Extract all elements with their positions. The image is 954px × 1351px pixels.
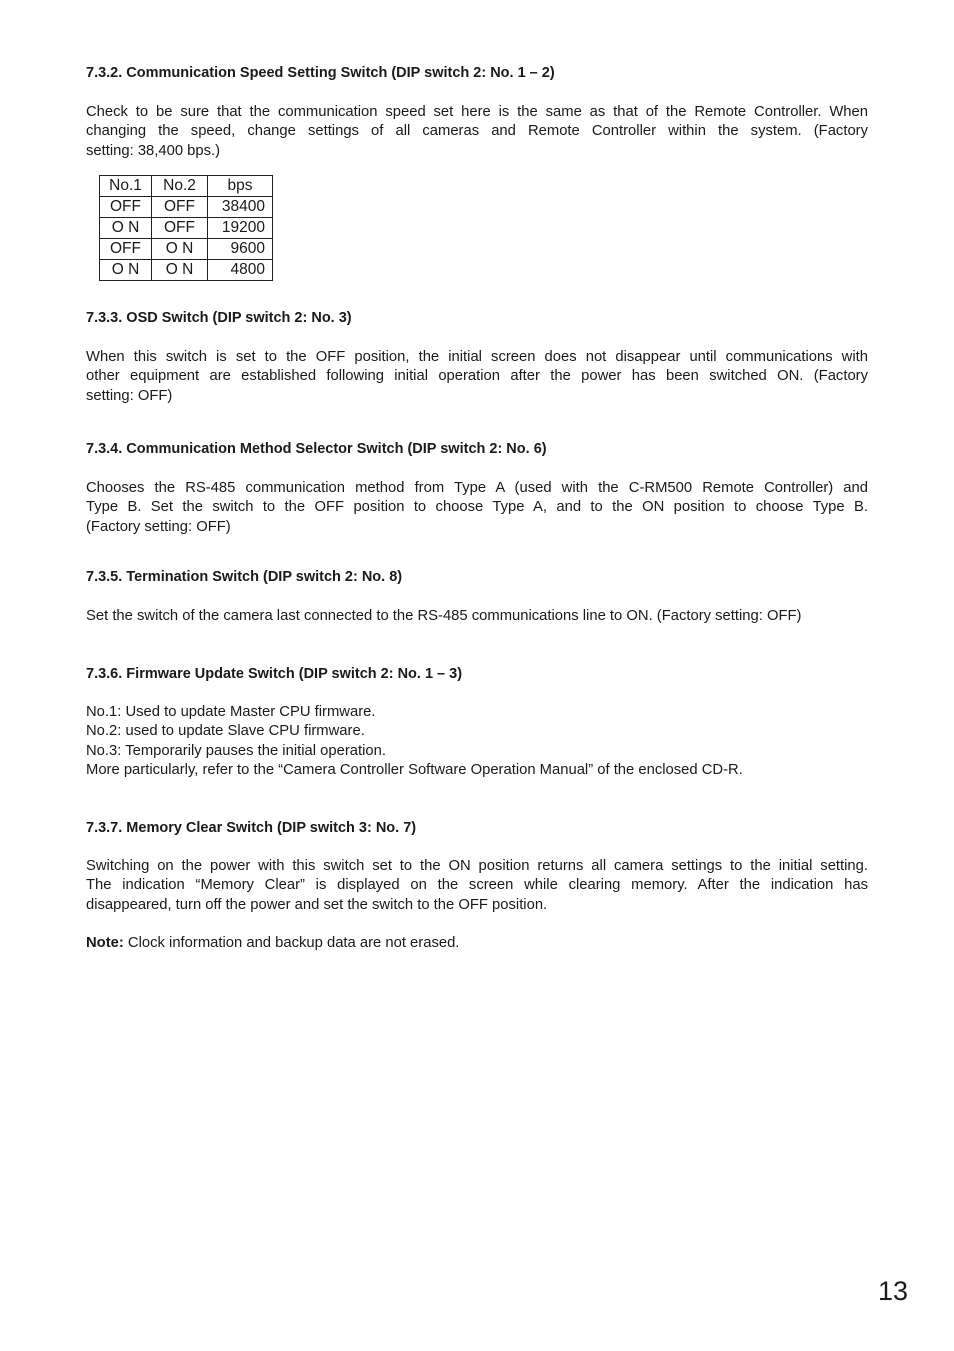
text-line: The indication “Memory Clear” is displayed on the screen while clearing memory. After the indication has — [86, 877, 868, 894]
paragraph-7-3-7 — [86, 857, 868, 915]
table-cell: OFF — [152, 197, 208, 218]
table-cell: OFF — [100, 197, 152, 218]
text-line: Check to be sure that the communication speed set here is the same as that of the Remote Controller. When — [86, 104, 868, 120]
heading-7-3-4: 7.3.4. Communication Method Selector Switch (DIP switch 2: No. 6) — [86, 441, 547, 457]
text-line: disappeared, turn off the power and set the switch to the OFF position. — [86, 896, 548, 913]
heading-7-3-2: 7.3.2. Communication Speed Setting Switch (DIP switch 2: No. 1 – 2) — [86, 65, 555, 81]
table-cell: OFF — [152, 218, 208, 239]
text-line: setting: 38,400 bps.) — [86, 142, 221, 159]
text-line: More particularly, refer to the “Camera Controller Software Operation Manual” of the enclosed CD-R. — [86, 761, 743, 778]
page-number: 13 — [878, 1276, 909, 1306]
text-line: (Factory setting: OFF) — [86, 518, 231, 535]
table-cell: 4800 — [208, 260, 273, 281]
note-paragraph — [86, 934, 868, 953]
text-line: No.2: used to update Slave CPU firmware. — [86, 723, 365, 740]
heading-7-3-3: 7.3.3. OSD Switch (DIP switch 2: No. 3) — [86, 310, 352, 326]
paragraph-7-3-2 — [86, 103, 868, 161]
table-cell: 19200 — [208, 218, 273, 239]
header-cell-no1: No.1 — [100, 176, 152, 197]
table-cell: 9600 — [208, 239, 273, 260]
table-cell: O N — [152, 260, 208, 281]
heading-7-3-5: 7.3.5. Termination Switch (DIP switch 2: No. 8) — [86, 569, 403, 585]
text-line: Set the switch of the camera last connected to the RS-485 communications line to ON. (Factory setting: OFF) — [86, 608, 802, 624]
note-text: Clock information and backup data are not erased. — [123, 935, 460, 951]
text-line: Switching on the power with this switch set to the ON position returns all camera settings to the initial setting. — [86, 858, 868, 874]
paragraph-7-3-6 — [86, 703, 868, 780]
text-line: No.3: Temporarily pauses the initial operation. — [86, 742, 386, 759]
table-cell: OFF — [100, 239, 152, 260]
table-cell: O N — [100, 260, 152, 281]
header-cell-no2: No.2 — [152, 176, 208, 197]
text-line: No.1: Used to update Master CPU firmware. — [86, 704, 376, 720]
speed-table — [99, 175, 273, 281]
table-row — [100, 260, 273, 281]
text-line: Type B. Set the switch to the OFF position to choose Type A, and to the ON position to choose Type B. — [86, 499, 868, 516]
paragraph-7-3-4 — [86, 479, 868, 537]
text-line: When this switch is set to the OFF position, the initial screen does not disappear until communications with — [86, 349, 868, 365]
heading-7-3-6: 7.3.6. Firmware Update Switch (DIP switch 2: No. 1 – 3) — [86, 666, 463, 682]
text-line: other equipment are established following initial operation after the power has been switched ON. (Factory — [86, 368, 868, 385]
text-line: Chooses the RS-485 communication method from Type A (used with the C-RM500 Remote Controller) and — [86, 480, 868, 496]
table-header-row — [100, 176, 273, 197]
table-cell: O N — [152, 239, 208, 260]
table-cell: O N — [100, 218, 152, 239]
note-label: Note: — [86, 935, 124, 951]
header-cell-bps: bps — [208, 176, 273, 197]
table-cell: 38400 — [208, 197, 273, 218]
text-line: setting: OFF) — [86, 387, 173, 404]
heading-7-3-7: 7.3.7. Memory Clear Switch (DIP switch 3: No. 7) — [86, 820, 417, 836]
text-line: changing the speed, change settings of all cameras and Remote Controller within the system. (Factory — [86, 123, 868, 140]
table-row — [100, 218, 273, 239]
paragraph-7-3-3 — [86, 348, 868, 406]
table-row — [100, 197, 273, 218]
paragraph-7-3-5 — [86, 607, 868, 626]
table-row — [100, 239, 273, 260]
